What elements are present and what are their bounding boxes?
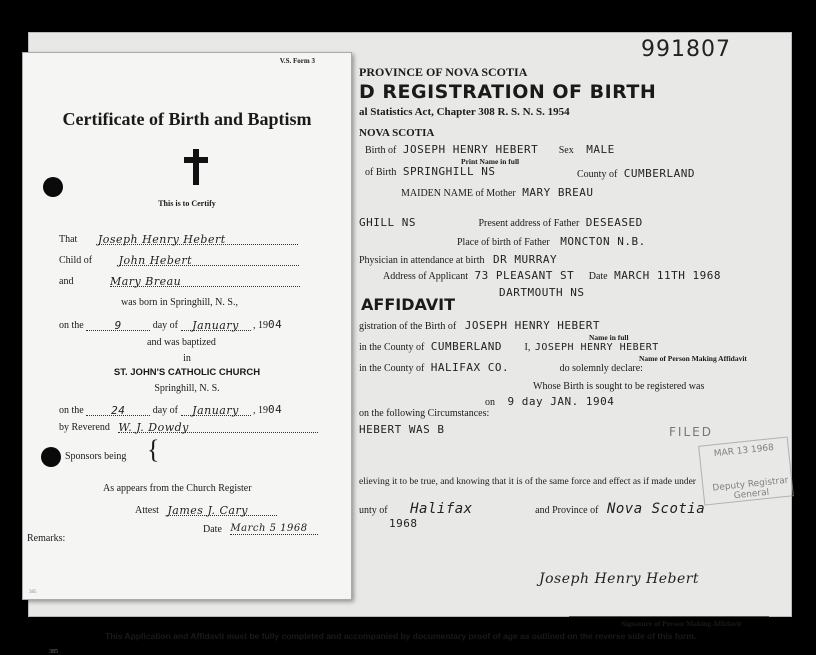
- physician-value: DR MURRAY: [493, 253, 558, 266]
- church-place: Springhill, N. S.: [154, 383, 220, 394]
- father-name-value: John Hebert: [119, 254, 299, 266]
- attest-value: James J. Cary: [167, 504, 277, 516]
- applicant-city-row: [499, 286, 584, 299]
- application-date-value: MARCH 11TH 1968: [614, 269, 721, 282]
- born-month-value: January: [181, 319, 251, 331]
- maiden-name-row: MAIDEN NAME of Mother MARY BREAU: [401, 186, 594, 199]
- registration-number: 991807: [641, 37, 731, 62]
- sponsors-label: Sponsors being: [65, 451, 127, 462]
- name-in-full-caption: Name in full: [589, 333, 629, 342]
- nova-scotia-label: NOVA SCOTIA: [359, 127, 435, 139]
- form-code: 385: [49, 649, 58, 655]
- attest-row: Attest James J. Cary: [135, 504, 277, 516]
- registration-of-row: gistration of the Birth of JOSEPH HENRY HEBERT: [359, 319, 601, 332]
- born-year-value: 04: [268, 318, 283, 331]
- jurat-year-value: 1968: [389, 517, 418, 530]
- born-day-value: 9: [86, 319, 150, 331]
- affidavit-heading: AFFIDAVIT: [361, 295, 456, 314]
- reverend-row: by Reverend W. J. Dowdy: [59, 421, 318, 433]
- jurat-year-row: [389, 517, 418, 530]
- affiant-county-value: HALIFAX CO.: [430, 361, 510, 374]
- child-name-value: JOSEPH HENRY HEBERT: [402, 143, 539, 156]
- jurat-province-value: Nova Scotia: [606, 501, 706, 517]
- affidavit-county-value: CUMBERLAND: [430, 340, 503, 353]
- father-birthplace-row: Place of birth of Father MONCTON N.B.: [457, 235, 646, 248]
- baptism-day-value: 24: [86, 404, 150, 416]
- circumstance-value: HEBERT WAS B: [359, 423, 445, 436]
- birth-of-row: Birth of JOSEPH HENRY HEBERT Sex MALE: [365, 143, 615, 156]
- birth-date-row: on 9 day JAN. 1904: [485, 395, 615, 408]
- born-date-row: on the 9 day of January , 1904: [59, 318, 283, 332]
- applicant-address-value: 73 PLEASANT ST: [474, 269, 575, 282]
- child-name-value: Joseph Henry Hebert: [98, 233, 298, 245]
- signature-line: [569, 616, 769, 617]
- father-birthplace-value: MONCTON N.B.: [560, 235, 646, 248]
- birth-date-value: 9 day JAN. 1904: [507, 395, 615, 408]
- maiden-name-value: MARY BREAU: [522, 186, 594, 199]
- cert-date-row: Date March 5 1968: [203, 523, 318, 535]
- whose-birth-row: Whose Birth is sought to be registered was: [533, 381, 705, 392]
- in-label: in: [183, 353, 191, 364]
- registration-name-value: JOSEPH HENRY HEBERT: [464, 319, 601, 332]
- springhill-fragment: GHILL NS: [359, 216, 416, 229]
- affiant-county-row: in the County of HALIFAX CO. do solemnly declare:: [359, 361, 643, 374]
- punch-hole: [41, 447, 61, 467]
- affiant-name-value: JOSEPH HENRY HEBERT: [534, 342, 659, 353]
- physician-row: Physician in attendance at birth DR MURRAY: [359, 253, 558, 266]
- signature-caption: Signature of Person Making Affidavit: [621, 619, 742, 628]
- print-name-caption: Print Name in full: [461, 157, 520, 166]
- cert-date-value: March 5 1968: [230, 523, 318, 535]
- register-line: As appears from the Church Register: [103, 483, 252, 494]
- affiant-signature: Joseph Henry Hebert: [539, 571, 700, 587]
- place-of-birth-row: of Birth SPRINGHILL NS: [365, 165, 496, 178]
- child-of-row: Child of John Hebert: [59, 254, 299, 266]
- certify-heading: This is to Certify: [158, 199, 216, 208]
- county-value: CUMBERLAND: [623, 167, 696, 180]
- county-row: County of CUMBERLAND: [577, 167, 696, 180]
- act-reference: al Statistics Act, Chapter 308 R. S. N. S. 1954: [359, 106, 570, 118]
- father-address-row: GHILL NS Present address of Father DESEASED: [359, 216, 643, 229]
- place-of-birth-value: SPRINGHILL NS: [402, 165, 496, 178]
- form-title: D REGISTRATION OF BIRTH: [359, 81, 657, 103]
- jurat-row: unty of Halifax and Province of Nova Scotia: [359, 501, 706, 517]
- that-row: That Joseph Henry Hebert: [59, 233, 298, 245]
- affiant-row: in the County of CUMBERLAND I, JOSEPH HENRY HEBERT: [359, 340, 659, 353]
- footer-instructions: This Application and Affidavit must be fully completed and accompanied by documentary proof of age as outlined on the reverse side of this form.: [105, 631, 697, 641]
- certificate-code: 385: [29, 590, 37, 595]
- and-row: and Mary Breau: [59, 275, 300, 287]
- church-name: ST. JOHN'S CATHOLIC CHURCH: [113, 367, 261, 378]
- believing-row: elieving it to be true, and knowing that it is of the same force and effect as if made under: [359, 477, 696, 487]
- affiant-caption: Name of Person Making Affidavit: [639, 354, 747, 363]
- father-address-value: DESEASED: [585, 216, 643, 229]
- applicant-address-row: Address of Applicant 73 PLEASANT ST Date MARCH 11TH 1968: [383, 269, 721, 282]
- hebert-was-row: [359, 423, 444, 436]
- vs-form-label: V.S. Form 3: [279, 57, 315, 65]
- remarks-label: Remarks:: [27, 533, 66, 544]
- province-heading: PROVINCE OF NOVA SCOTIA: [359, 65, 528, 79]
- circumstances-row: on the following Circumstances:: [359, 408, 490, 419]
- punch-hole: [43, 177, 63, 197]
- registrar-stamp: MAR 13 1968 Deputy Registrar General: [698, 436, 794, 505]
- certificate-title: Certificate of Birth and Baptism: [62, 109, 312, 129]
- born-in-row: was born in Springhill, N. S.,: [121, 297, 238, 308]
- jurat-county-value: Halifax: [410, 501, 473, 517]
- cross-icon: [184, 149, 208, 185]
- sponsors-brace: {: [147, 435, 160, 464]
- mother-name-value: Mary Breau: [110, 275, 300, 287]
- baptized-row: and was baptized: [147, 337, 216, 348]
- applicant-city-value: DARTMOUTH NS: [499, 286, 585, 299]
- baptism-year-value: 04: [268, 403, 283, 416]
- baptism-month-value: January: [181, 404, 251, 416]
- sex-value: MALE: [586, 143, 615, 156]
- reverend-value: W. J. Dowdy: [118, 421, 318, 433]
- baptism-date-row: on the 24 day of January , 1904: [59, 403, 283, 417]
- signature-row: [539, 571, 699, 587]
- filed-stamp: FILED: [669, 425, 713, 439]
- certificate-of-birth-and-baptism: [22, 52, 352, 600]
